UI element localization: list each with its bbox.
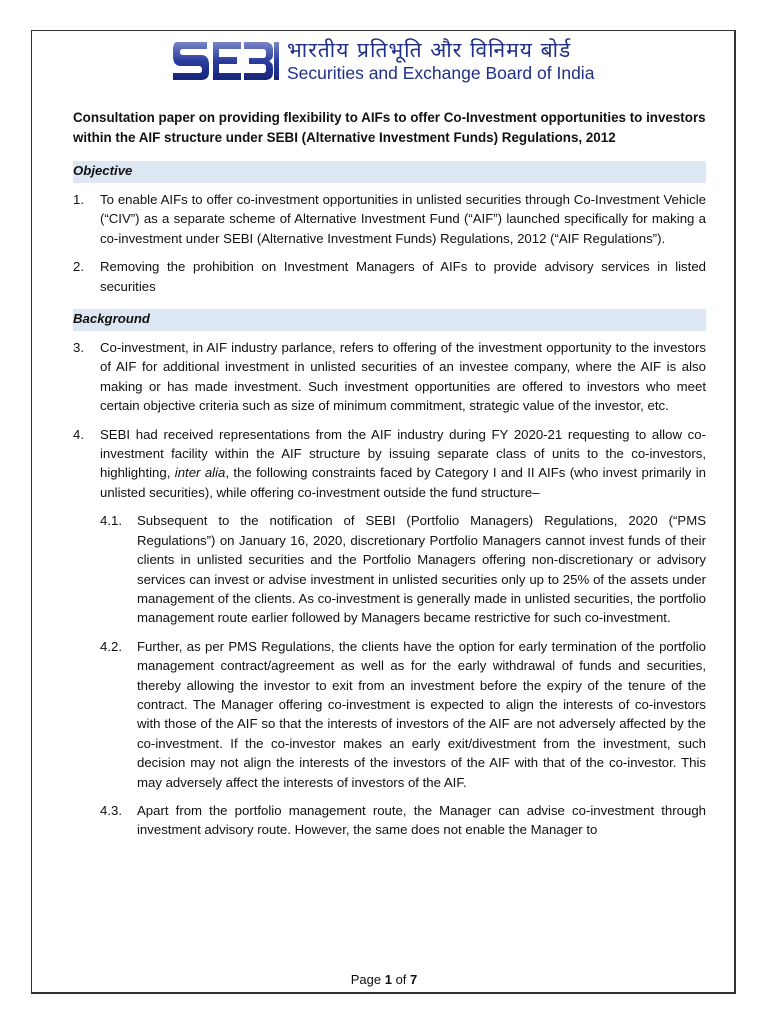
list-item <box>73 425 706 503</box>
sub-list-item <box>100 801 706 840</box>
logo-hindi-text: भारतीय प्रतिभूति और विनिमय बोर्ड <box>287 38 572 62</box>
document-title: Consultation paper on providing flexibility to AIFs to offer Co-Investment opportunities to investors within the AIF structure under SEBI (Alternative Investment Funds) Regulations, 2012 <box>73 110 706 145</box>
item-text: To enable AIFs to offer co-investment opportunities in unlisted securities through Co-Investment Vehicle (“CIV”) as a separate scheme of Alternative Investment Fund (“AIF”) launched specifically for making a co-investment under SEBI (Alternative Investment Funds) Regulations, 2012 (“AIF Regulations”). <box>100 192 706 246</box>
sub-item-number: 4.2. <box>100 638 122 654</box>
total-pages-number: 7 <box>410 972 418 987</box>
sub-item-text: Apart from the portfolio management route, the Manager can advise co-investment through investment advisory route. However, the same does not enable the Manager to <box>137 802 706 838</box>
item-number: 1. <box>73 192 84 207</box>
list-item <box>73 257 706 296</box>
current-page-number: 1 <box>384 972 392 987</box>
sub-list-item <box>100 511 706 627</box>
sub-item-text: Subsequent to the notification of SEBI (Portfolio Managers) Regulations, 2020 (“PMS Regulations”) on January 16, 2020, discretionary Portfolio Managers cannot invest funds of their clients in unlisted securities and the Portfolio Managers offering non-discretionary or advisory services can invest or advise investment in unlisted securities only up to 25% of the assets under management of the clients. As co-investment is generally made in unlisted securities, the portfolio management route earlier followed by Managers became restrictive for such co-investment. <box>137 513 706 626</box>
list-item <box>73 190 706 248</box>
item-text-italic: inter alia <box>174 465 226 481</box>
sub-list-item <box>100 637 706 792</box>
page-label: Page <box>350 972 385 987</box>
sebi-logo-mark-icon <box>171 38 279 84</box>
sub-item-text: Further, as per PMS Regulations, the clients have the option for early termination of the portfolio management contract/agreement as well as for the early withdrawal of funds and securities, thereby allowing the investor to exit from an investment before the expiry of the tenure of the contract. The Manager offering co-investment is expected to align the interests of co-investors with those of the AIF so that the interests of investors of the AIF are not adversely affected by the co-investment. If the co-investor makes an early exit/divestment from the investment, such decision may not align the interests of the investors of the AIF with that of the co-investor. This may adversely affect the interests of investors of the AIF. <box>137 638 706 790</box>
sub-item-number: 4.1. <box>100 513 122 529</box>
item-text: Co-investment, in AIF industry parlance, refers to offering of the investment opportunity to the investors of AIF for additional investment in unlisted securities of an investee company, where the AIF is also making or has made investment. Such investment opportunities are offered to investors who meet certain objective criteria such as size of minimum commitment, strategic value of the investor, etc. <box>100 340 706 414</box>
document-body <box>73 108 706 849</box>
item-number: 4. <box>73 426 84 442</box>
logo-english-text: Securities and Exchange Board of India <box>287 63 595 83</box>
item-number: 3. <box>73 340 84 356</box>
item-text-after: , the following constraints faced by Category I and II AIFs (who invest primarily in unlisted securities), while offering co-investment outside the fund structure– <box>100 465 706 500</box>
list-item <box>73 338 706 416</box>
sebi-logo <box>171 38 611 86</box>
of-label: of <box>391 972 411 987</box>
item-text-before: SEBI had received representations from the AIF industry during FY 2020-21 requesting to allow co-investment facility within the AIF structure by issuing separate class of units to the co-investors, highlighting, <box>100 426 706 481</box>
item-number: 2. <box>73 259 84 275</box>
section-heading-background: Background <box>73 309 706 331</box>
page-footer <box>0 972 768 987</box>
section-heading-objective: Objective <box>73 161 706 183</box>
sub-item-number: 4.3. <box>100 802 122 818</box>
item-text: Removing the prohibition on Investment Managers of AIFs to provide advisory services in listed securities <box>100 259 706 294</box>
